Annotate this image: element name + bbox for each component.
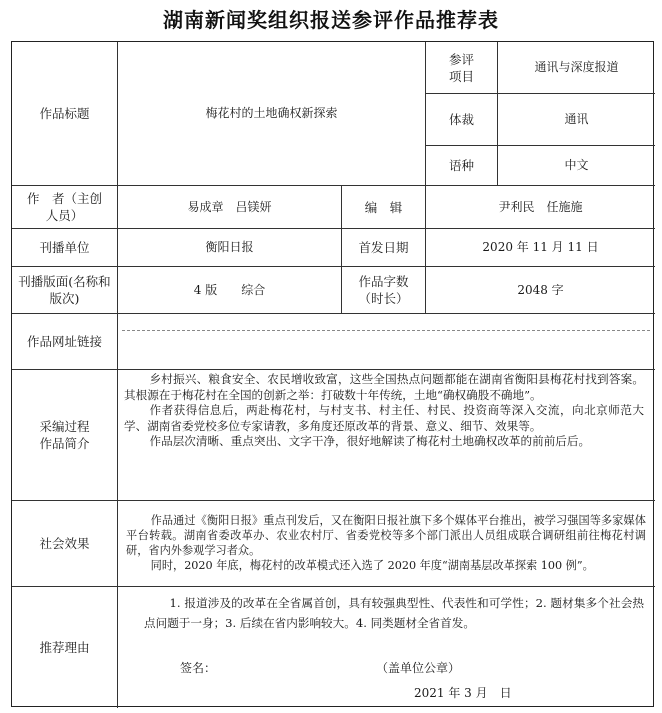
label-process-text: 采编过程作品简介 bbox=[39, 419, 90, 451]
label-category bbox=[426, 42, 498, 94]
label-effect bbox=[12, 501, 118, 587]
label-editor-text: 编 辑 bbox=[364, 199, 403, 215]
value-word-count-text: 2048 字 bbox=[517, 282, 564, 297]
value-author-text: 易成章 吕镁妍 bbox=[187, 199, 272, 214]
label-publisher bbox=[12, 229, 118, 267]
seal-label: （盖单位公章） bbox=[376, 661, 461, 675]
label-author-text: 作 者（主创人员） bbox=[26, 191, 102, 223]
value-effect-cell bbox=[118, 501, 655, 587]
value-process-cell bbox=[118, 370, 655, 501]
effect-paragraph: 同时，2020 年底，梅花村的改革模式还入选了 2020 年度“湖南基层改革探索 100 例”。 bbox=[150, 559, 594, 572]
value-author bbox=[118, 186, 342, 229]
sign-label: 签名： bbox=[180, 661, 217, 675]
label-language-text: 语种 bbox=[448, 158, 474, 173]
form-title: 湖南新闻奖组织报送参评作品推荐表 bbox=[163, 8, 499, 32]
value-language-text: 中文 bbox=[564, 158, 589, 172]
value-language bbox=[498, 146, 655, 186]
value-first-date bbox=[426, 229, 655, 267]
label-url-text: 作品网址链接 bbox=[26, 334, 102, 349]
label-page bbox=[12, 267, 118, 314]
label-word-count bbox=[342, 267, 426, 314]
label-genre-text: 体裁 bbox=[448, 112, 474, 127]
reason-paragraph: 1. 报道涉及的改革在全省属首创，具有较强典型性、代表性和可学性；2. 题材集多个社会热点问题于一身；3. 后续在省内影响较大。4. 同类题材全省首发。 bbox=[144, 596, 644, 630]
label-work-title-text: 作品标题 bbox=[39, 106, 90, 121]
effect-text bbox=[126, 513, 646, 573]
value-reason-cell bbox=[118, 587, 655, 708]
value-category-text: 通讯与深度报道 bbox=[534, 60, 619, 74]
process-paragraph: 作品层次清晰、重点突出、文字干净，很好地解读了梅花村土地确权改革的前前后后。 bbox=[149, 434, 591, 448]
label-author bbox=[12, 186, 118, 229]
value-page bbox=[118, 267, 342, 314]
label-word-count-text: 作品字数（时长） bbox=[358, 274, 409, 306]
reason-text bbox=[144, 593, 644, 633]
label-process bbox=[12, 370, 118, 501]
value-category bbox=[498, 42, 655, 94]
sign-date: 2021 年 3 月 日 bbox=[414, 686, 512, 700]
value-first-date-text: 2020 年 11 月 11 日 bbox=[482, 240, 599, 254]
value-url bbox=[118, 314, 655, 370]
process-paragraph: 作者获得信息后，两赴梅花村，与村支书、村主任、村民、投资商等深入交流，向北京师范大学、湖南省委党校多位专家请教，多角度还原改革的背景、意义、细节、效果等。 bbox=[124, 403, 644, 433]
label-publisher-text: 刊播单位 bbox=[39, 240, 90, 255]
label-language bbox=[426, 146, 498, 186]
label-effect-text: 社会效果 bbox=[39, 536, 90, 551]
label-reason-text: 推荐理由 bbox=[39, 640, 90, 655]
value-editor-text: 尹利民 任施施 bbox=[498, 199, 583, 214]
label-first-date bbox=[342, 229, 426, 267]
label-editor bbox=[342, 186, 426, 229]
value-page-text: 4 版 综合 bbox=[193, 282, 266, 297]
url-guide-line bbox=[122, 330, 650, 331]
label-category-text: 参评项目 bbox=[448, 51, 474, 84]
label-reason bbox=[12, 587, 118, 708]
value-editor bbox=[426, 186, 655, 229]
label-page-text: 刊播版面(名称和版次) bbox=[18, 274, 111, 306]
recommendation-form bbox=[11, 41, 654, 707]
label-genre bbox=[426, 94, 498, 146]
value-work-title bbox=[118, 42, 426, 186]
value-genre-text: 通讯 bbox=[564, 112, 589, 126]
value-genre bbox=[498, 94, 655, 146]
label-first-date-text: 首发日期 bbox=[358, 240, 409, 255]
label-url bbox=[12, 314, 118, 370]
value-word-count bbox=[426, 267, 655, 314]
value-publisher-text: 衡阳日报 bbox=[205, 240, 254, 254]
process-paragraph: 乡村振兴、粮食安全、农民增收致富，这些全国热点问题都能在湖南省衡阳县梅花村找到答案。其根源在于梅花村在全国的创新之举：打破数十年传统，土地“确权确股不确地”。 bbox=[124, 372, 644, 402]
effect-paragraph: 作品通过《衡阳日报》重点刊发后，又在衡阳日报社旗下多个媒体平台推出，被学习强国等多家媒体平台转载。湖南省委改革办、农业农村厅、省委党校等多个部门派出人员组成联合调研组前往梅花村调研，省内外参观学习者众。 bbox=[126, 514, 646, 557]
label-work-title bbox=[12, 42, 118, 186]
process-text bbox=[124, 372, 644, 450]
value-work-title-text: 梅花村的土地确权新探索 bbox=[205, 106, 338, 120]
value-publisher bbox=[118, 229, 342, 267]
